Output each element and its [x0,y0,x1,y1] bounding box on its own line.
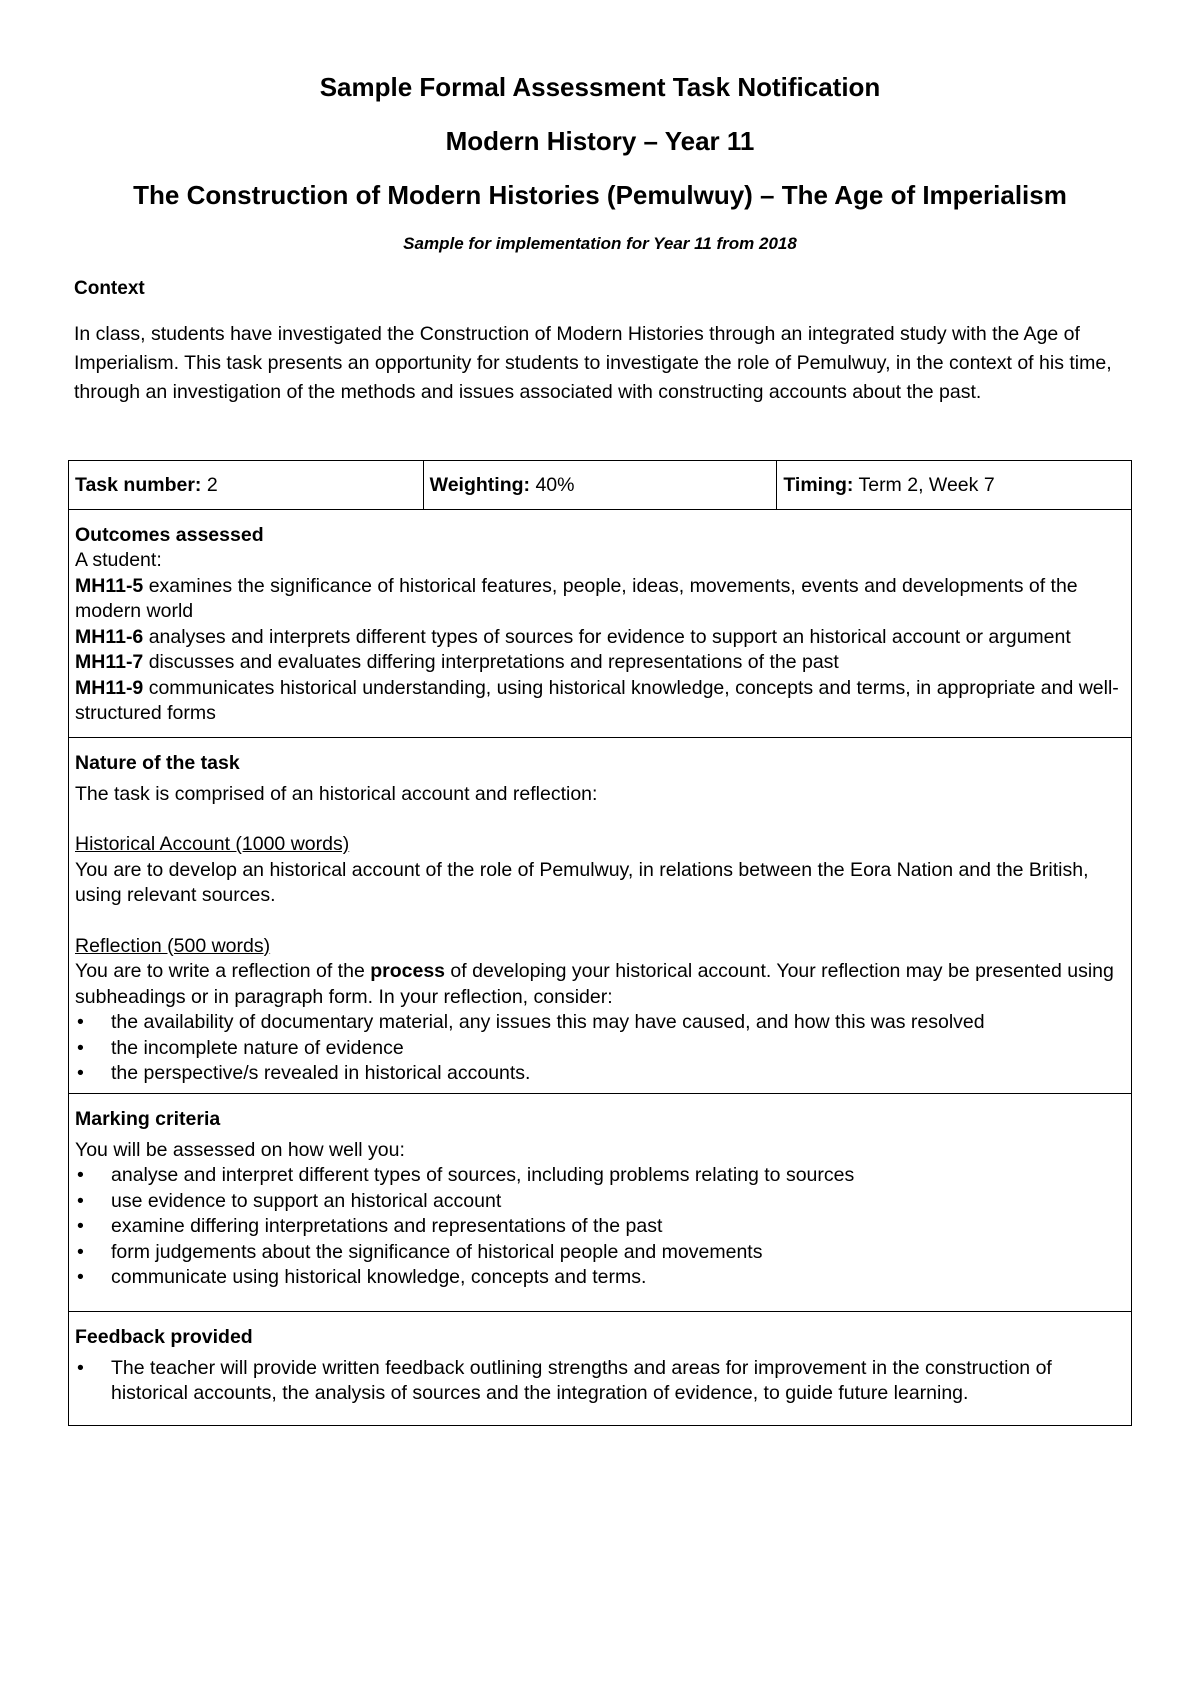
list-item [75,1189,1125,1215]
outcome-item [75,650,1125,676]
reflection-post: of developing your historical account. Your reflection may be presented using subheadings or in paragraph form. In your reflection, consider: [75,960,1114,1008]
marking-row [69,1093,1132,1311]
course-title: Modern History – Year 11 [445,126,755,156]
weighting-label: Weighting: [429,474,531,496]
bullet-icon: • [77,1240,84,1263]
bullet-icon: • [77,1062,84,1084]
task-number-value: 2 [201,474,218,496]
bullet-icon: • [77,1215,84,1237]
outcome-text: analyses and interprets different types of sources for evidence to support an historical account or argument [143,625,1071,648]
bullet-text: The teacher will provide written feedback outlining strengths and areas for improvement in the construction of historical accounts, the analysis of sources and the integration of evidence, to guide future learning. [111,1356,1052,1404]
marking-intro: You will be assessed on how well you: [75,1138,405,1161]
outcome-item [75,676,1125,727]
bullet-text: examine differing interpretations and representations of the past [111,1215,663,1237]
context-heading: Context [74,278,145,299]
reflection-pre: You are to write a reflection of the [75,960,371,982]
marking-heading: Marking criteria [75,1107,221,1130]
weighting-cell [423,461,777,510]
bullet-text: the availability of documentary material, any issues this may have caused, and how this was resolved [111,1011,985,1033]
outcome-code: MH11-9 [75,676,144,699]
feedback-heading: Feedback provided [75,1325,253,1348]
outcome-code: MH11-7 [75,651,144,673]
outcome-code: MH11-5 [75,574,144,597]
list-item [75,1214,1125,1240]
timing-value: Term 2, Week 7 [853,474,995,496]
implementation-subtitle: Sample for implementation for Year 11 from 2018 [403,234,797,253]
outcome-code: MH11-6 [75,625,144,648]
bullet-icon: • [77,1011,84,1033]
outcome-text: discusses and evaluates differing interpretations and representations of the past [143,651,839,673]
list-item [75,1240,1125,1266]
task-table [68,460,1132,1426]
marking-cell [69,1093,1132,1311]
list-item [75,1036,1125,1062]
outcomes-row [69,510,1132,738]
outcome-text: examines the significance of historical features, people, ideas, movements, events and developments of the modern world [75,574,1078,622]
reflection-emphasis: process [370,960,446,982]
bullet-text: the perspective/s revealed in historical accounts. [111,1062,531,1084]
feedback-cell [69,1311,1132,1425]
weighting-value: 40% [530,474,575,496]
timing-label: Timing: [783,474,854,496]
outcomes-cell [69,510,1132,738]
bullet-icon: • [77,1266,84,1288]
bullet-text: form judgements about the significance of historical people and movements [111,1240,763,1263]
bullet-icon: • [77,1189,84,1212]
list-item [75,1163,1125,1189]
context-body: In class, students have investigated the Construction of Modern Histories through an integrated study with the Age of Imperialism. This task presents an opportunity for students to investigate the role of Pemulwuy, in the context of his time, through an investigation of the methods and issues associated with constructing accounts about the past. [74,323,1112,403]
bullet-icon: • [77,1164,84,1186]
list-item [75,1265,1125,1291]
nature-row [69,737,1132,1093]
outcome-text: communicates historical understanding, using historical knowledge, concepts and terms, in appropriate and well-structured forms [75,676,1119,724]
outcome-item [75,625,1125,651]
reflection-heading: Reflection (500 words) [75,934,271,957]
nature-heading: Nature of the task [75,751,240,774]
feedback-row [69,1311,1132,1425]
bullet-text: communicate using historical knowledge, concepts and terms. [111,1266,647,1288]
task-number-cell [69,461,424,510]
list-item [75,1010,1125,1036]
nature-intro: The task is comprised of an historical account and reflection: [75,782,598,805]
topic-title: The Construction of Modern Histories (Pemulwuy) – The Age of Imperialism [133,180,1067,210]
bullet-icon: • [77,1036,84,1059]
outcome-item [75,574,1125,625]
timing-cell [777,461,1132,510]
outcomes-heading: Outcomes assessed [75,524,264,546]
bullet-text: analyse and interpret different types of sources, including problems relating to sources [111,1164,855,1186]
list-item [75,1061,1125,1087]
account-heading: Historical Account (1000 words) [75,833,350,855]
reflection-body [75,959,1125,1010]
marking-bullet-list [75,1163,1125,1291]
nature-cell [69,737,1132,1093]
bullet-icon: • [77,1356,84,1379]
document-title: Sample Formal Assessment Task Notification [319,72,881,102]
bullet-text: the incomplete nature of evidence [111,1036,404,1059]
reflection-bullet-list [75,1010,1125,1087]
outcomes-intro: A student: [75,549,162,571]
list-item [75,1356,1125,1407]
feedback-bullet-list [75,1356,1125,1407]
account-body: You are to develop an historical account of the role of Pemulwuy, in relations between the Eora Nation and the British, using relevant sources. [75,858,1089,906]
bullet-text: use evidence to support an historical account [111,1189,502,1212]
task-meta-row [69,461,1132,510]
task-number-label: Task number: [75,474,202,496]
